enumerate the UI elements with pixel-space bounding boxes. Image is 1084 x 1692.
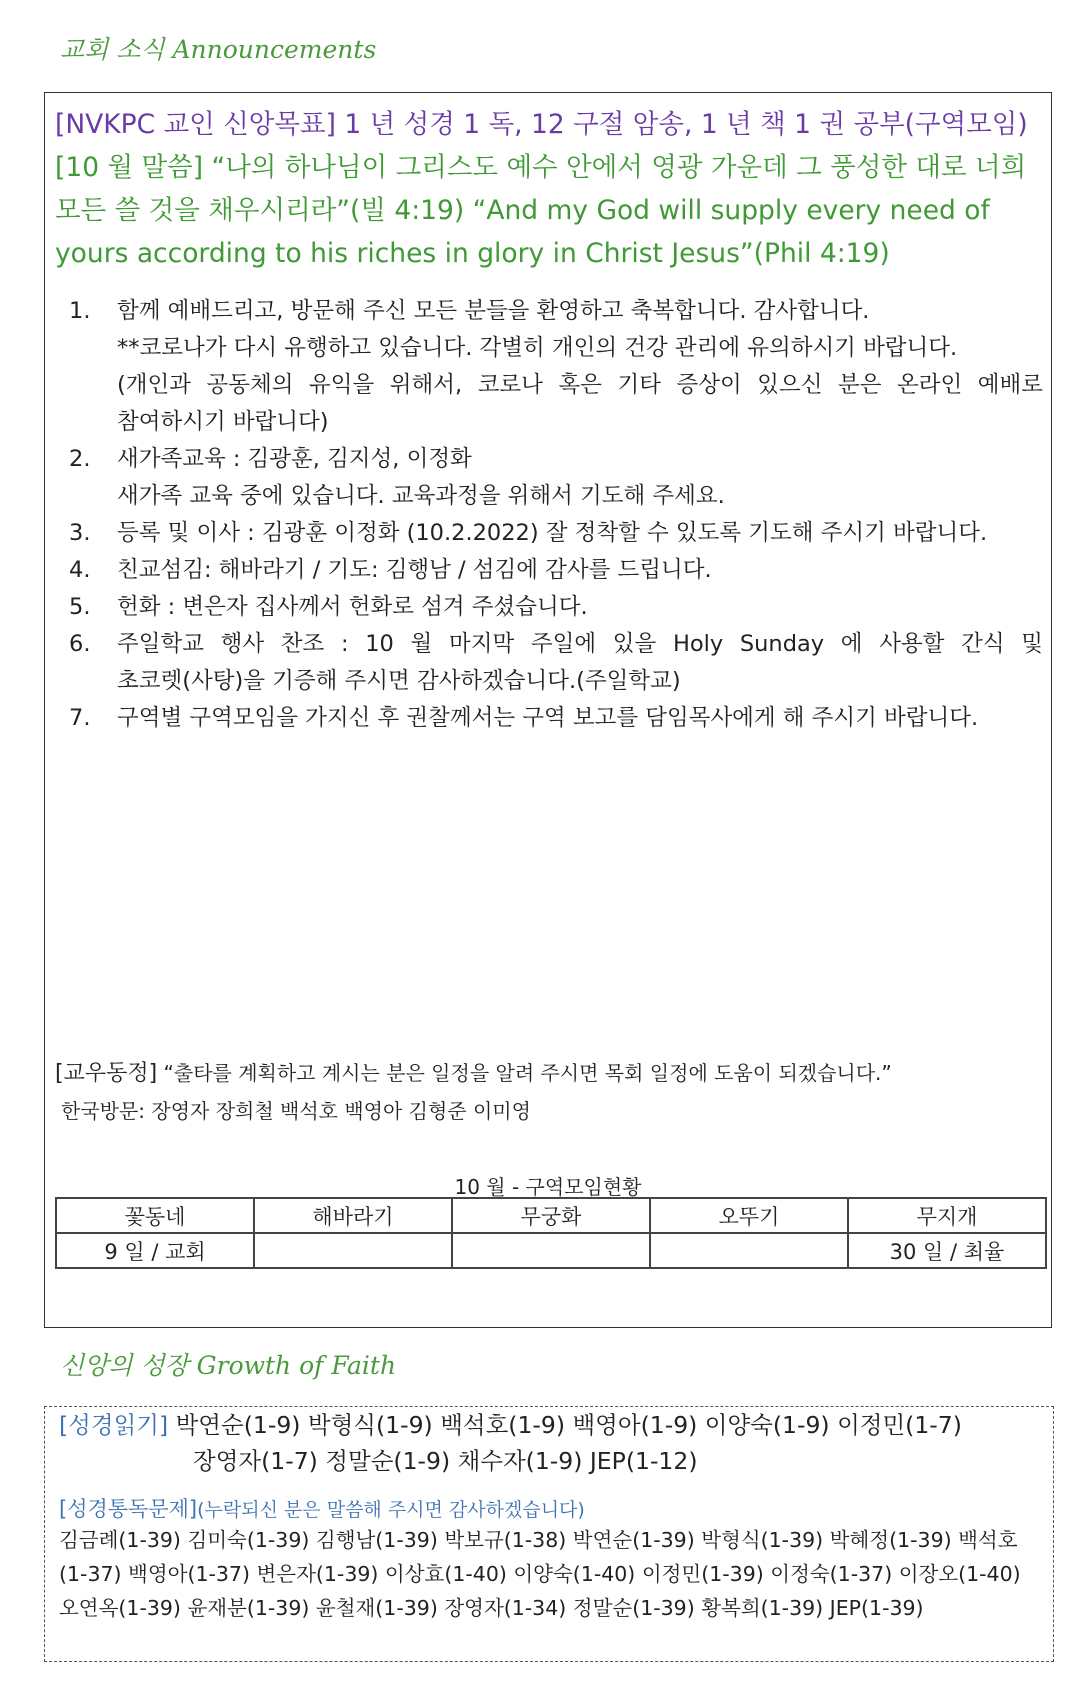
- item-line: 새가족교육 : 김광훈, 김지성, 이정화: [117, 446, 472, 472]
- member-news-quote: “출타를 계획하고 계시는 분은 일정을 알려 주시면 목회 일정에 도움이 되겠습니다.”: [157, 1061, 892, 1085]
- table-header: 무지개: [848, 1198, 1046, 1233]
- announcements-title: 교회 소식 Announcements: [60, 35, 377, 64]
- table-header-row: [56, 1198, 1046, 1233]
- item-line: 새가족 교육 중에 있습니다. 교육과정을 위해서 기도해 주세요.: [117, 483, 725, 509]
- item-number: 7.: [69, 705, 91, 731]
- monthly-verse-label: [10 월 말씀]: [55, 152, 204, 183]
- item-line: 친교섬김: 해바라기 / 기도: 김행남 / 섬김에 감사를 드립니다.: [117, 557, 712, 583]
- item-line: 초코렛(사탕)을 기증해 주시면 감사하겠습니다.(주일학교): [117, 668, 681, 694]
- bible-reading-line1: 박연순(1-9) 박형식(1-9) 백석호(1-9) 백영아(1-9) 이양숙(1-9) 이정민(1-7): [168, 1411, 962, 1439]
- faith-goal-label: [NVKPC 교인 신앙목표]: [55, 109, 336, 140]
- list-item: [55, 441, 1043, 515]
- bible-quiz-label: [성경통독문제]: [59, 1497, 198, 1521]
- item-number: 5.: [69, 594, 91, 620]
- bible-reading-label: [성경읽기]: [59, 1411, 169, 1439]
- item-line: 함께 예배드리고, 방문해 주신 모든 분들을 환영하고 축복합니다. 감사합니다.: [117, 298, 870, 324]
- faith-goal-text: 1 년 성경 1 독, 12 구절 암송, 1 년 책 1 권 공부(구역모임): [335, 109, 1028, 140]
- table-cell: [254, 1233, 452, 1268]
- table-cell: 30 일 / 최율: [848, 1233, 1046, 1268]
- item-line: 주일학교 행사 찬조 : 10 월 마지막 주일에 있을 Holy Sunday 에 사용할 간식 및: [117, 631, 1043, 657]
- faith-growth-box: [44, 1406, 1054, 1662]
- list-item: [55, 589, 1043, 626]
- item-number: 1.: [69, 298, 91, 324]
- table-cell: [650, 1233, 848, 1268]
- bible-reading-line2: 장영자(1-7) 정말순(1-9) 채수자(1-9) JEP(1-12): [193, 1447, 698, 1475]
- item-line: 참여하시기 바랍니다): [117, 409, 329, 435]
- monthly-verse: [55, 146, 1043, 275]
- list-item: [55, 515, 1043, 552]
- faith-goal: [55, 103, 1043, 146]
- announcements-box: [44, 92, 1052, 1328]
- item-line: 구역별 구역모임을 가지신 후 권찰께서는 구역 보고를 담임목사에게 해 주시기 바랍니다.: [117, 705, 979, 731]
- table-cell: 9 일 / 교회: [56, 1233, 254, 1268]
- item-line: 등록 및 이사 : 김광훈 이정화 (10.2.2022) 잘 정착할 수 있도록 기도해 주시기 바랍니다.: [117, 520, 988, 546]
- item-number: 4.: [69, 557, 91, 583]
- list-item: [55, 700, 1043, 737]
- monthly-verse-text: “나의 하나님이 그리스도 예수 안에서 영광 가운데 그 풍성한 대로 너희 모든 쓸 것을 채우시리라”(빌 4:19) “And my God will supply every need of yours according to his riches in glory in Christ Jesus”(Phil 4:19): [55, 152, 1027, 269]
- item-number: 2.: [69, 446, 91, 472]
- bible-quiz-note: (누락되신 분은 말씀해 주시면 감사하겠습니다): [197, 1499, 585, 1521]
- item-number: 6.: [69, 631, 91, 657]
- cell-group-table: [55, 1197, 1047, 1269]
- item-line: (개인과 공동체의 유익을 위해서, 코로나 혹은 기타 증상이 있으신 분은 온라인 예배로: [117, 372, 1043, 398]
- item-number: 3.: [69, 520, 91, 546]
- announcement-list: [55, 293, 1043, 737]
- table-cell: [452, 1233, 650, 1268]
- list-item: [55, 293, 1043, 441]
- table-header: 무궁화: [452, 1198, 650, 1233]
- faith-growth-title: 신앙의 성장 Growth of Faith: [60, 1351, 397, 1380]
- item-line: 헌화 : 변은자 집사께서 헌화로 섬겨 주셨습니다.: [117, 594, 588, 620]
- item-line: **코로나가 다시 유행하고 있습니다. 각별히 개인의 건강 관리에 유의하시기 바랍니다.: [117, 335, 958, 361]
- table-header: 꽃동네: [56, 1198, 254, 1233]
- table-row: [56, 1233, 1046, 1268]
- table-header: 오뚜기: [650, 1198, 848, 1233]
- list-item: [55, 552, 1043, 589]
- korea-visit: 한국방문: 장영자 장희철 백석호 백영아 김형준 이미영: [61, 1099, 531, 1123]
- table-caption: 10 월 - 구역모임현황: [454, 1175, 642, 1199]
- list-item: [55, 626, 1043, 700]
- table-header: 해바라기: [254, 1198, 452, 1233]
- bible-quiz-names: 김금례(1-39) 김미숙(1-39) 김행남(1-39) 박보규(1-38) 박연순(1-39) 박형식(1-39) 박혜정(1-39) 백석호(1-37) 백영아(1-37) 변은자(1-39) 이상효(1-40) 이양숙(1-40) 이정민(1-39) 이정숙(1-37) 이장오(1-40) 오연옥(1-39) 윤재분(1-39) 윤철재(1-39) 장영자(1-34) 정말순(1-39) 황복희(1-39) JEP(1-39): [59, 1528, 1021, 1620]
- member-news: [55, 1055, 892, 1092]
- bible-reading: [59, 1407, 962, 1443]
- member-news-label: [교우동정]: [55, 1061, 158, 1086]
